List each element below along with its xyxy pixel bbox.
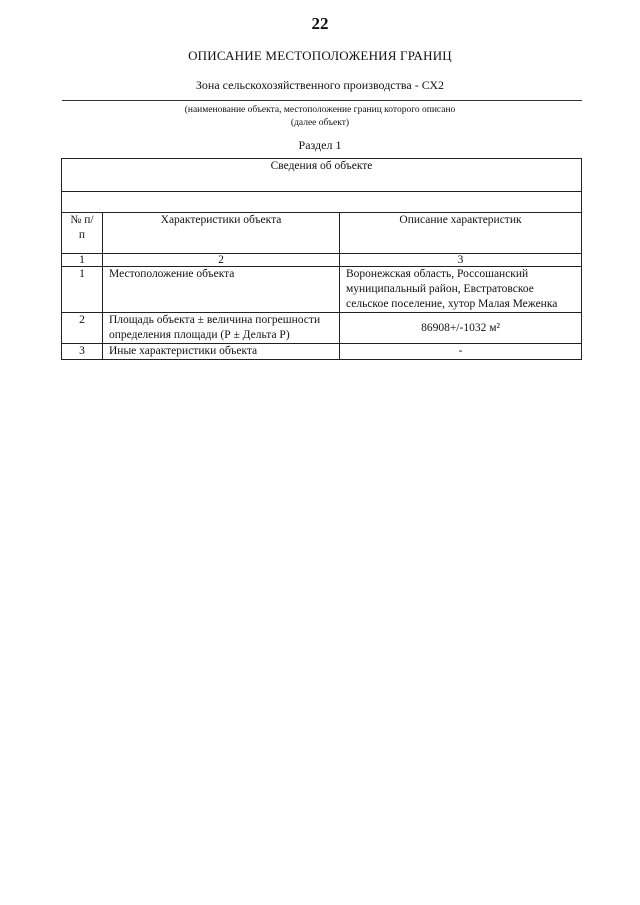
row-description: 86908+/-1032 м² [340, 313, 582, 344]
column-header-description: Описание характеристик [340, 213, 582, 254]
section-label: Раздел 1 [298, 138, 342, 152]
column-number-2: 2 [103, 254, 340, 267]
object-caption-line1: (наименование объекта, местоположение границ которого описано [184, 105, 456, 115]
column-number-3: 3 [340, 254, 582, 267]
row-characteristic: Иные характеристики объекта [103, 344, 340, 360]
page-number: 22 [311, 14, 329, 33]
table-empty-row [62, 192, 582, 213]
table-heading: Сведения об объекте [62, 159, 582, 192]
column-header-characteristic: Характеристики объекта [103, 213, 340, 254]
row-number: 3 [62, 344, 103, 360]
table-column-number-row [62, 254, 582, 267]
table-header-row [62, 213, 582, 254]
row-characteristic: Местоположение объекта [103, 267, 340, 313]
column-number-1: 1 [62, 254, 103, 267]
object-name: Зона сельскохозяйственного производства - СХ2 [195, 78, 445, 92]
object-info-table [61, 158, 582, 360]
empty-cell [62, 192, 582, 213]
object-caption [0, 104, 640, 130]
table-row [62, 344, 582, 360]
document-title: ОПИСАНИЕ МЕСТОПОЛОЖЕНИЯ ГРАНИЦ [188, 48, 452, 63]
row-number: 2 [62, 313, 103, 344]
column-header-number: № п/п [62, 213, 103, 254]
table-row [62, 313, 582, 344]
object-caption-line2: (далее объект) [290, 118, 350, 128]
row-number: 1 [62, 267, 103, 313]
row-characteristic: Площадь объекта ± величина погрешности определения площади (Р ± Дельта Р) [103, 313, 340, 344]
table-row [62, 267, 582, 313]
row-description: - [340, 344, 582, 360]
table-heading-row [62, 159, 582, 192]
underline-rule [62, 100, 582, 101]
row-description: Воронежская область, Россошанский муниципальный район, Евстратовское сельское поселение, хутор Малая Меженка [340, 267, 582, 313]
